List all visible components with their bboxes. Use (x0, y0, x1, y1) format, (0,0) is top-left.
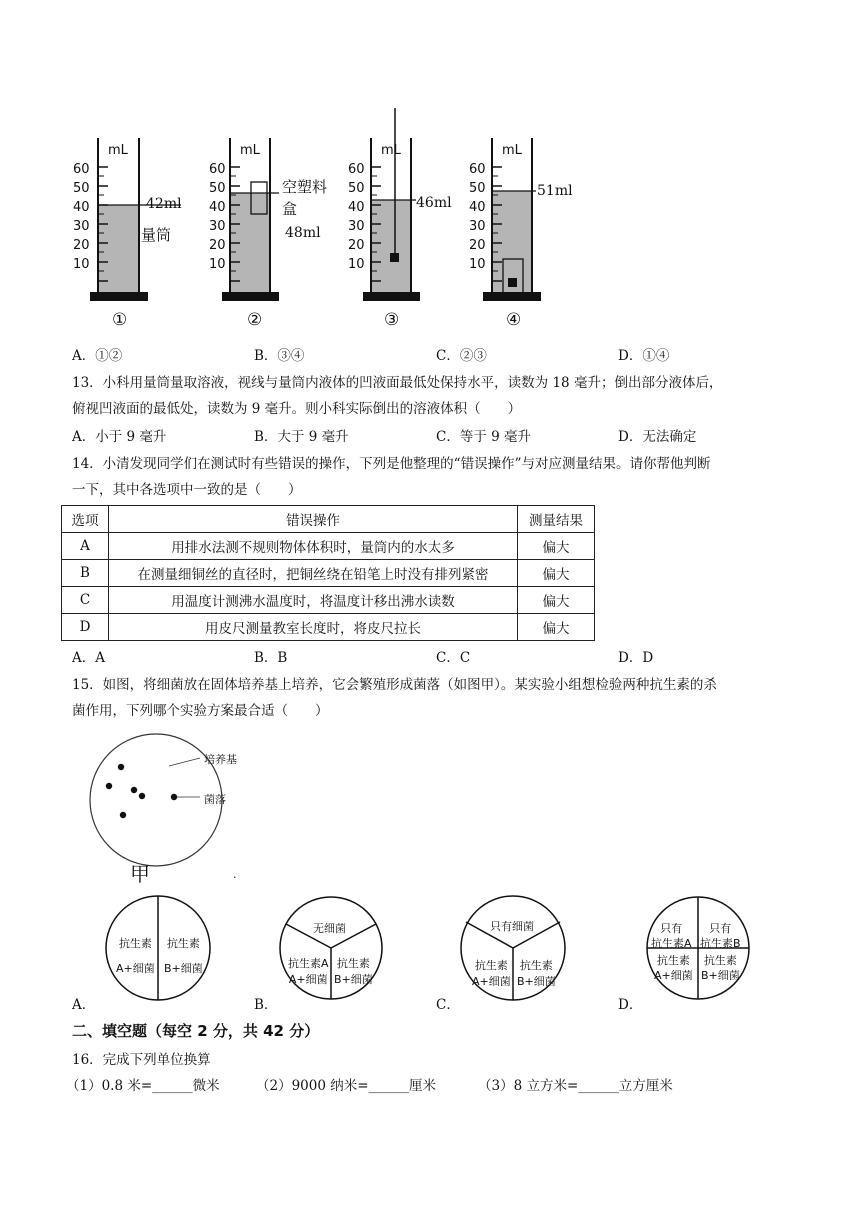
q14-stem-2: 一下，其中各选项中一致的是（ ） (72, 482, 302, 498)
cyl3-number: ③ (384, 310, 400, 330)
cylinder-4 (483, 138, 541, 301)
cyl2-ticks: 60 50 40 30 20 10 (209, 162, 226, 272)
plate-d-tl: 只有 抗生素A (651, 922, 692, 950)
cyl1-unit: mL (108, 143, 128, 158)
table-row (62, 587, 595, 614)
plate-d-br: 抗生素 B+细菌 (701, 954, 740, 982)
plate-b-left: 抗生素A A+细菌 (288, 957, 329, 986)
q13-option-a[interactable]: A．小于 9 毫升 (72, 429, 167, 445)
plate-b-top: 无细菌 (313, 922, 346, 935)
plate-c-top: 只有细菌 (490, 920, 534, 933)
q12-option-c[interactable]: C．②③ (436, 348, 487, 364)
plate-a-left: 抗生素 A+细菌 (116, 937, 155, 975)
cell: 偏大 (518, 560, 595, 587)
table-row (62, 560, 595, 587)
label-colony: 菌落 (204, 793, 226, 806)
cell: 偏大 (518, 587, 595, 614)
cyl1-number: ① (112, 310, 128, 330)
q14-stem-1: 14．小清发现同学们在测试时有些错误的操作，下列是他整理的“错误操作”与对应测量结果。请你帮他判断 (72, 456, 711, 472)
q16-part-1[interactable]: （1）0.8 米=______微米 (66, 1078, 220, 1094)
q15-option-c[interactable]: C． (436, 997, 460, 1013)
error-table (61, 505, 595, 641)
cell: D (62, 614, 109, 641)
cyl2-note: 空塑料 (282, 178, 328, 196)
cylinder-2 (222, 138, 279, 301)
table-header (62, 506, 595, 533)
q15-option-d[interactable]: D． (618, 997, 643, 1013)
plate-a-right: 抗生素 B+细菌 (164, 937, 203, 975)
q12-option-b[interactable]: B．③④ (254, 348, 305, 364)
q12-option-a[interactable]: A．①② (72, 348, 123, 364)
cell: 用温度计测沸水温度时，将温度计移出沸水读数 (109, 587, 518, 614)
q14-option-b[interactable]: B．B (254, 650, 288, 666)
cyl1-reading: 42ml (146, 196, 182, 212)
cylinder-3 (363, 108, 420, 301)
label-medium: 培养基 (204, 753, 237, 766)
table-row (62, 533, 595, 560)
q12-option-d[interactable]: D．①④ (618, 348, 670, 364)
cell: 用皮尺测量教室长度时，将皮尺拉长 (109, 614, 518, 641)
cell: A (62, 533, 109, 560)
section-heading: 二、填空题（每空 2 分，共 42 分） (72, 1022, 320, 1040)
q16-part-3[interactable]: （3）8 立方米=______立方厘米 (478, 1078, 673, 1094)
cylinder-1 (90, 138, 181, 301)
cell: 偏大 (518, 533, 595, 560)
q15-stem-2: 菌作用，下列哪个实验方案最合适（ ） (72, 703, 329, 719)
cell: 用排水法测不规则物体体积时，量筒内的水太多 (109, 533, 518, 560)
q15-option-b[interactable]: B． (254, 997, 278, 1013)
cyl3-ticks: 60 50 40 30 20 10 (348, 162, 365, 272)
q16-part-2[interactable]: （2）9000 纳米=______厘米 (256, 1078, 437, 1094)
cyl3-reading: 46ml (416, 195, 452, 211)
stray-dot: . (233, 868, 237, 881)
plate-b-right: 抗生素 B+细菌 (334, 957, 373, 986)
q13-stem-1: 13．小科用量筒量取溶液，视线与量筒内液体的凹液面最低处保持水平，读数为 18 毫升；倒出部分液体后， (72, 375, 723, 391)
cyl3-unit: mL (381, 143, 401, 158)
q13-option-d[interactable]: D．无法确定 (618, 429, 697, 445)
cyl2-note2: 盒 (282, 200, 298, 218)
plate-d-tr: 只有 抗生素B (700, 922, 741, 950)
figure-caption: 甲 (130, 862, 150, 886)
plate-c-right: 抗生素 B+细菌 (517, 959, 556, 988)
q15-option-a[interactable]: A． (72, 997, 96, 1013)
plate-c-left: 抗生素 A+细菌 (472, 959, 511, 988)
q13-option-b[interactable]: B．大于 9 毫升 (254, 429, 349, 445)
q15-stem-1: 15．如图，将细菌放在固体培养基上培养，它会繁殖形成菌落（如图甲）。某实验小组想检验两种抗生素的杀 (72, 677, 717, 693)
cyl2-reading: 48ml (285, 225, 321, 241)
cyl4-unit: mL (502, 143, 522, 158)
q14-option-d[interactable]: D．D (618, 650, 654, 666)
cyl1-ticks: 60 50 40 30 20 10 (73, 162, 90, 272)
col-result: 测量结果 (518, 506, 595, 533)
cell: 偏大 (518, 614, 595, 641)
cell: C (62, 587, 109, 614)
cyl4-reading: 51ml (537, 183, 573, 199)
q16-title: 16．完成下列单位换算 (72, 1052, 211, 1068)
q13-option-c[interactable]: C．等于 9 毫升 (436, 429, 532, 445)
cyl2-unit: mL (240, 143, 260, 158)
q14-option-a[interactable]: A．A (72, 650, 105, 666)
cylinder-figure (0, 100, 620, 340)
cyl1-note: 量筒 (141, 226, 172, 244)
col-operation: 错误操作 (109, 506, 518, 533)
cyl4-ticks: 60 50 40 30 20 10 (469, 162, 486, 272)
plate-d-bl: 抗生素 A+细菌 (654, 954, 693, 982)
table-row (62, 614, 595, 641)
cell: B (62, 560, 109, 587)
col-option: 选项 (62, 506, 109, 533)
cyl2-number: ② (247, 310, 263, 330)
cell: 在测量细铜丝的直径时，把铜丝绕在铅笔上时没有排列紧密 (109, 560, 518, 587)
q13-stem-2: 俯视凹液面的最低处，读数为 9 毫升。则小科实际倒出的溶液体积（ ） (72, 401, 522, 417)
cyl4-number: ④ (506, 310, 522, 330)
q14-option-c[interactable]: C．C (436, 650, 471, 666)
